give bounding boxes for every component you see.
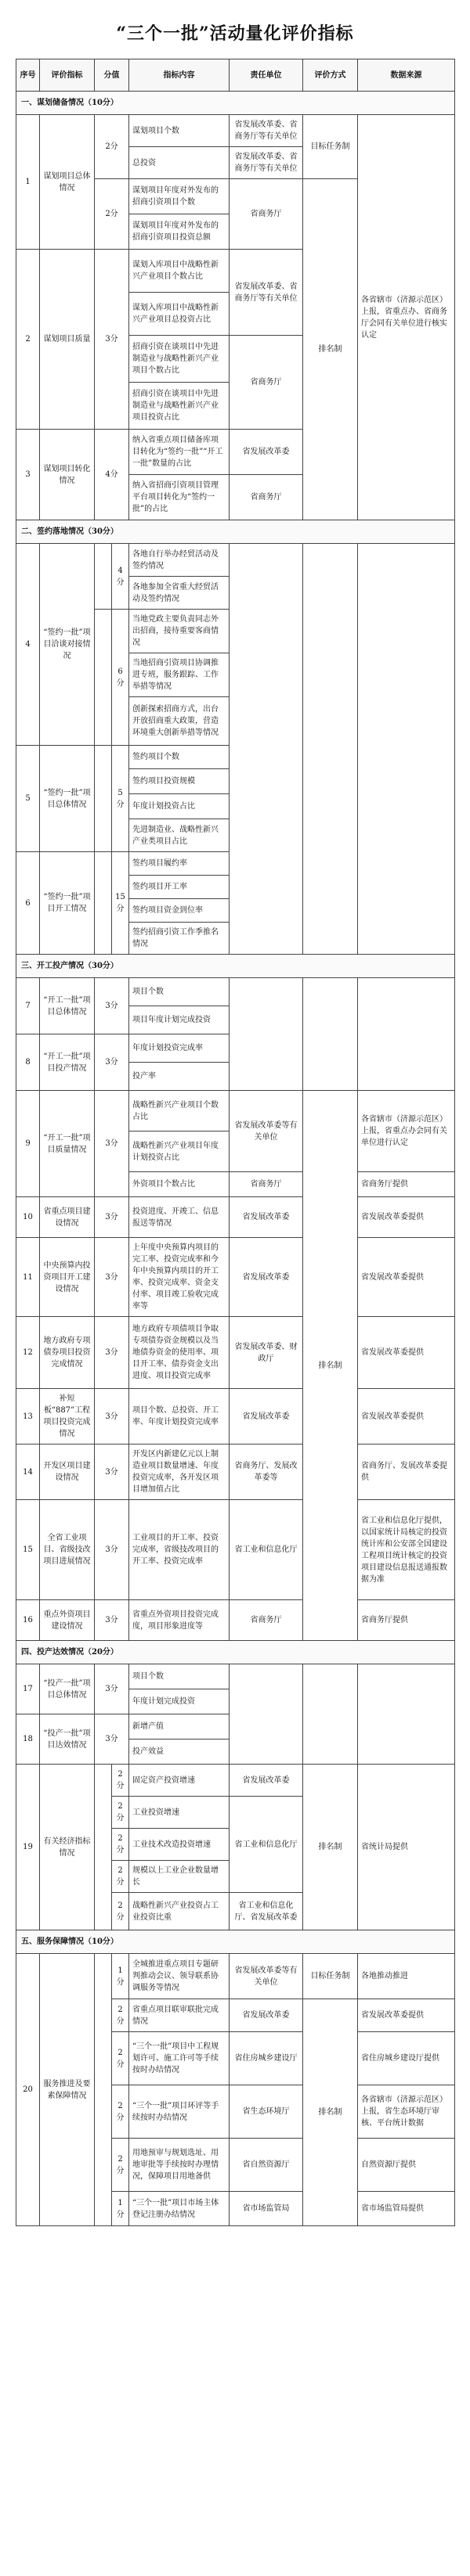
content-cell: 先进制造业、战略性新兴产业类项目占比 xyxy=(129,819,230,852)
content-cell: “三个一批”项目市场主体登记注册办结情况 xyxy=(129,2192,230,2226)
row-number: 11 xyxy=(16,1238,40,1317)
unit-cell: 省商务厅 xyxy=(230,1600,303,1641)
content-cell: 用地预审与规划选址、用地审批等手续按时办理情况，保障项目用地备供 xyxy=(129,2139,230,2192)
unit-cell: 省生态环境厅 xyxy=(230,2085,303,2139)
source-cell: 省商务厅、发展改革委提供 xyxy=(358,1445,455,1500)
table-row xyxy=(16,1238,455,1317)
content-cell: 当地招商引资项目协调推进专班，服务跟踪、工作举措等情况 xyxy=(129,653,230,697)
content-cell: 各地参加全省重大经贸活动及签约情况 xyxy=(129,577,230,610)
content-cell: 上年度中央预算内项目的完工率、投资完成率和今年中央预算内项目的开工率、投资完成率、资金支付率、项目竣工验收完成率等 xyxy=(129,1238,230,1317)
document-title: “三个一批”活动量化评价指标 xyxy=(116,23,354,44)
content-cell: 年度计划完成投资 xyxy=(129,1689,230,1714)
row-number: 1 xyxy=(16,115,40,250)
source-cell: 省发展改革委提供 xyxy=(358,1238,455,1317)
score-cell: 3分 xyxy=(95,1091,129,1197)
content-cell: 工业技术改造投资增速 xyxy=(129,1829,230,1861)
row-number: 18 xyxy=(16,1714,40,1765)
source-cell xyxy=(358,544,455,955)
source-cell: 各地推动推进 xyxy=(358,1954,455,1999)
score-spacer xyxy=(95,852,112,955)
table-row xyxy=(16,544,455,577)
unit-cell: 省发展改革委 xyxy=(230,1389,303,1445)
content-cell: 签约项目资金到位率 xyxy=(129,899,230,923)
content-cell: 外资项目个数占比 xyxy=(129,1172,230,1197)
method-cell: 排名制 xyxy=(303,1091,358,1641)
evaluation-table xyxy=(16,59,455,2226)
unit-cell: 省商务厅、发展改革委等 xyxy=(230,1445,303,1500)
unit-cell: 省市场监管局 xyxy=(230,2192,303,2226)
metric-cell: 有关经济指标情况 xyxy=(40,1765,95,1930)
score-cell: 2分 xyxy=(112,2085,129,2139)
content-cell: 开发区内新建亿元以上制造业项目数量增速、年度投资完成率，各开发区项目增加值占比 xyxy=(129,1445,230,1500)
unit-cell: 省发展改革委等有关单位 xyxy=(230,1091,303,1172)
unit-cell: 省发展改革委、省商务厅等有关单位 xyxy=(230,250,303,336)
content-cell: 工业投资增速 xyxy=(129,1797,230,1829)
metric-cell: 地方政府专项债券项目投资完成情况 xyxy=(40,1317,95,1389)
content-cell: 签约项目开工率 xyxy=(129,876,230,899)
source-cell xyxy=(358,978,455,1091)
header-method: 评价方式 xyxy=(303,59,358,92)
content-cell: 工业项目的开工率、投资完成率，省级技改项目的开工率、投资完成率 xyxy=(129,1500,230,1600)
score-cell: 3分 xyxy=(95,1500,129,1600)
content-cell: 战略性新兴产业投资占工业投资比重 xyxy=(129,1893,230,1930)
table-header-row xyxy=(16,59,455,92)
content-cell: 项目个数 xyxy=(129,1664,230,1689)
content-cell: 谋划项目年度对外发布的招商引资项目个数 xyxy=(129,179,230,214)
unit-cell: 省商务厅 xyxy=(230,1172,303,1197)
score-cell: 3分 xyxy=(95,1664,129,1714)
content-cell: 项目个数 xyxy=(129,978,230,1006)
content-cell: 签约项目履约率 xyxy=(129,852,230,876)
method-cell: 排名制 xyxy=(303,1999,358,2226)
unit-cell: 省发展改革委、省商务厅等有关单位 xyxy=(230,147,303,179)
row-number: 10 xyxy=(16,1197,40,1238)
unit-cell: 省发展改革委 xyxy=(230,430,303,475)
score-spacer xyxy=(95,544,112,610)
score-cell: 3分 xyxy=(95,1034,129,1091)
unit-cell: 省发展改革委 xyxy=(230,1999,303,2032)
unit-cell: 省工业和信息化厅 xyxy=(230,1797,303,1893)
source-cell: 各省辖市（济源示范区）上报，省重点办、省商务厅会同有关单位进行核实认定 xyxy=(358,115,455,520)
table-row xyxy=(16,1317,455,1389)
metric-cell: 开发区项目建设情况 xyxy=(40,1445,95,1500)
row-number: 13 xyxy=(16,1389,40,1445)
table-row xyxy=(16,1600,455,1641)
score-cell: 3分 xyxy=(95,1238,129,1317)
content-cell: 签约项目投资规模 xyxy=(129,769,230,794)
score-spacer xyxy=(95,746,112,852)
content-cell: 谋划项目个数 xyxy=(129,115,230,147)
table-row xyxy=(16,1091,455,1131)
source-cell: 省发展改革委提供 xyxy=(358,1197,455,1238)
metric-cell: 服务推进及要素保障情况 xyxy=(40,1954,95,2226)
section-title: 二、签约落地情况（30分） xyxy=(16,520,455,544)
source-cell xyxy=(358,1664,455,1765)
score-cell: 2分 xyxy=(112,1893,129,1930)
table-row xyxy=(16,1389,455,1445)
unit-cell: 省工业和信息化厅 xyxy=(230,1500,303,1600)
metric-cell: 谋划项目转化情况 xyxy=(40,430,95,520)
method-cell xyxy=(303,544,358,955)
content-cell: 纳入省重点项目储备库项目转化为“签约一批”“开工一批”数量的占比 xyxy=(129,430,230,475)
content-cell: “三个一批”项目中工程规划许可、施工许可等手续按时办结情况 xyxy=(129,2032,230,2085)
method-cell xyxy=(303,1664,358,1765)
metric-cell: “开工一批”项目总体情况 xyxy=(40,978,95,1034)
section-row xyxy=(16,520,455,544)
score-cell: 3分 xyxy=(95,1714,129,1765)
score-cell: 2分 xyxy=(112,2032,129,2085)
unit-cell: 省住房城乡建设厅 xyxy=(230,2032,303,2085)
section-row xyxy=(16,92,455,115)
table-row xyxy=(16,115,455,147)
metric-cell: 谋划项目总体情况 xyxy=(40,115,95,250)
content-cell: 固定资产投资增速 xyxy=(129,1765,230,1797)
unit-cell: 省发展改革委 xyxy=(230,1238,303,1317)
table-row xyxy=(16,1664,455,1689)
metric-cell: “开工一批”项目投产情况 xyxy=(40,1034,95,1091)
content-cell: 投资进度、开竣工、信息报送等情况 xyxy=(129,1197,230,1238)
content-cell: 谋划入库项目中战略性新兴产业项目总投资占比 xyxy=(129,293,230,336)
unit-cell xyxy=(230,544,303,955)
source-cell: 省发展改革委提供 xyxy=(358,1999,455,2032)
content-cell: 战略性新兴产业项目年度计划投资占比 xyxy=(129,1131,230,1172)
content-cell: 项目个数、总投资、开工率、年度计划投资完成率 xyxy=(129,1389,230,1445)
row-number: 15 xyxy=(16,1500,40,1600)
section-title: 一、谋划储备情况（10分） xyxy=(16,92,455,115)
content-cell: 签约招商引资工作季推名情况 xyxy=(129,923,230,955)
score-cell: 2分 xyxy=(112,1829,129,1861)
method-cell: 排名制 xyxy=(303,179,358,520)
score-cell: 2分 xyxy=(112,2139,129,2192)
metric-cell: “签约一批”项目总体情况 xyxy=(40,746,95,852)
score-cell: 3分 xyxy=(95,1389,129,1445)
unit-cell: 省商务厅 xyxy=(230,475,303,520)
unit-cell xyxy=(230,1664,303,1765)
content-cell: 年度计划投资完成率 xyxy=(129,1034,230,1063)
content-cell: 招商引资在谈项目中先进制造业与战略性新兴产业项目投资占比 xyxy=(129,383,230,430)
unit-cell: 省商务厅 xyxy=(230,336,303,430)
content-cell: 谋划项目年度对外发布的招商引资项目投资总额 xyxy=(129,214,230,250)
unit-cell xyxy=(230,978,303,1091)
row-number: 5 xyxy=(16,746,40,852)
unit-cell: 省发展改革委、省商务厅等有关单位 xyxy=(230,115,303,147)
source-cell: 省住房城乡建设厅提供 xyxy=(358,2032,455,2085)
metric-cell: “签约一批”项目洽谈对接情况 xyxy=(40,544,95,746)
content-cell: 省重点项目联审联批完成情况 xyxy=(129,1999,230,2032)
section-title: 四、投产达效情况（20分） xyxy=(16,1641,455,1664)
score-cell: 2分 xyxy=(112,1765,129,1797)
table-row xyxy=(16,1197,455,1238)
source-cell: 自然资源厅提供 xyxy=(358,2139,455,2192)
score-cell: 5分 xyxy=(112,746,129,852)
method-cell: 目标任务制 xyxy=(303,1954,358,1999)
method-cell: 排名制 xyxy=(303,1765,358,1930)
unit-cell: 省发展改革委 xyxy=(230,1197,303,1238)
content-cell: 战略性新兴产业项目个数占比 xyxy=(129,1091,230,1131)
score-cell: 15分 xyxy=(112,852,129,955)
score-cell: 3分 xyxy=(95,1600,129,1641)
content-cell: 项目年度计划完成投资 xyxy=(129,1006,230,1034)
score-cell: 6分 xyxy=(112,610,129,746)
content-cell: 全城推进重点项目专题研判推动会议、领导联系协调服务等情况 xyxy=(129,1954,230,1999)
metric-cell: 谋划项目质量 xyxy=(40,250,95,430)
score-cell: 3分 xyxy=(95,978,129,1034)
content-cell: 新增产值 xyxy=(129,1714,230,1740)
row-number: 9 xyxy=(16,1091,40,1197)
score-cell: 1分 xyxy=(112,2192,129,2226)
row-number: 6 xyxy=(16,852,40,955)
score-cell: 1分 xyxy=(112,1954,129,1999)
table-row xyxy=(16,978,455,1006)
score-cell: 3分 xyxy=(95,1197,129,1238)
section-row xyxy=(16,1930,455,1954)
content-cell: 当地党政主要负责同志外出招商，接待重要客商情况 xyxy=(129,610,230,653)
table-row xyxy=(16,1765,455,1797)
row-number: 17 xyxy=(16,1664,40,1714)
method-cell: 目标任务制 xyxy=(303,115,358,179)
score-cell: 2分 xyxy=(112,1999,129,2032)
metric-cell: 重点外资项目建设情况 xyxy=(40,1600,95,1641)
content-cell: 谋划入库项目中战略性新兴产业项目个数占比 xyxy=(129,250,230,293)
row-number: 3 xyxy=(16,430,40,520)
row-number: 12 xyxy=(16,1317,40,1389)
score-cell: 3分 xyxy=(95,1317,129,1389)
source-cell: 省商务厅提供 xyxy=(358,1600,455,1641)
source-cell: 各省辖市（济源示范区）上报，省生态环境厅审核、平台统计数据 xyxy=(358,2085,455,2139)
score-cell: 2分 xyxy=(95,115,129,179)
header-no: 序号 xyxy=(16,59,40,92)
table-row xyxy=(16,1445,455,1500)
header-content: 指标内容 xyxy=(129,59,230,92)
section-title: 五、服务保障情况（10分） xyxy=(16,1930,455,1954)
content-cell: 各地自行举办经贸活动及签约情况 xyxy=(129,544,230,577)
metric-cell: “投产一批”项目达效情况 xyxy=(40,1714,95,1765)
content-cell: 纳入省招商引资项目管理平台项目转化为“签约一批”的占比 xyxy=(129,475,230,520)
score-cell: 2分 xyxy=(112,1861,129,1893)
row-number: 8 xyxy=(16,1034,40,1091)
method-cell xyxy=(303,978,358,1091)
table-row xyxy=(16,1954,455,1999)
unit-cell: 省发展改革委 xyxy=(230,1765,303,1797)
row-number: 19 xyxy=(16,1765,40,1930)
content-cell: 投产效益 xyxy=(129,1740,230,1765)
row-number: 14 xyxy=(16,1445,40,1500)
source-cell: 省商务厅提供 xyxy=(358,1172,455,1197)
content-cell: 年度计划投资占比 xyxy=(129,794,230,819)
row-number: 20 xyxy=(16,1954,40,2226)
metric-cell: 补短板“887”工程项目投资完成情况 xyxy=(40,1389,95,1445)
metric-cell: 全省工业项目、省级技改项目进展情况 xyxy=(40,1500,95,1600)
score-spacer xyxy=(95,610,112,746)
unit-cell: 省发展改革委、财政厅 xyxy=(230,1317,303,1389)
header-score: 分值 xyxy=(95,59,129,92)
score-cell: 3分 xyxy=(95,250,129,430)
source-cell: 省发展改革委提供 xyxy=(358,1389,455,1445)
content-cell: 规模以上工业企业数量增长 xyxy=(129,1861,230,1893)
content-cell: 创新探索招商方式，出台开放招商重大政策，营造环境重大创新举措等情况 xyxy=(129,697,230,746)
table-row xyxy=(16,1500,455,1600)
row-number: 16 xyxy=(16,1600,40,1641)
row-number: 7 xyxy=(16,978,40,1034)
source-cell: 各省辖市（济源示范区）上报，省重点办会同有关单位进行认定 xyxy=(358,1091,455,1172)
metric-cell: “投产一批”项目总体情况 xyxy=(40,1664,95,1714)
header-metric: 评价指标 xyxy=(40,59,95,92)
unit-cell: 省商务厅 xyxy=(230,179,303,250)
row-number: 2 xyxy=(16,250,40,430)
score-cell: 2分 xyxy=(95,179,129,250)
content-cell: 地方政府专项债项目争取专项债券资金规模以及当地债券资金的使用率、项目开工率、债券资金支出进度、项目投资完成率 xyxy=(129,1317,230,1389)
score-spacer xyxy=(95,1765,112,1930)
score-spacer xyxy=(95,1954,112,2226)
content-cell: 签约项目个数 xyxy=(129,746,230,769)
unit-cell: 省自然资源厅 xyxy=(230,2139,303,2192)
unit-cell: 省发展改革委等有关单位 xyxy=(230,1954,303,1999)
score-cell: 3分 xyxy=(95,1445,129,1500)
header-source: 数据来源 xyxy=(358,59,455,92)
metric-cell: “签约一批”项目开工情况 xyxy=(40,852,95,955)
score-cell: 4分 xyxy=(95,430,129,520)
section-row xyxy=(16,1641,455,1664)
metric-cell: 中央预算内投资项目开工建设情况 xyxy=(40,1238,95,1317)
source-cell: 省市场监管局提供 xyxy=(358,2192,455,2226)
unit-cell: 省工业和信息化厅、省发展改革委 xyxy=(230,1893,303,1930)
header-unit: 责任单位 xyxy=(230,59,303,92)
section-row xyxy=(16,955,455,978)
content-cell: 总投资 xyxy=(129,147,230,179)
content-cell: 投产率 xyxy=(129,1063,230,1091)
source-cell: 省工业和信息化厅提供，以国家统计局核定的投资统计库和公安部全国建设工程项目统计核定的投资项目建设信息报送通报数据为准 xyxy=(358,1500,455,1600)
content-cell: 省重点外资项目投资完成度，项目形象进度等 xyxy=(129,1600,230,1641)
content-cell: 招商引资在谈项目中先进制造业与战略性新兴产业项目个数占比 xyxy=(129,336,230,383)
section-title: 三、开工投产情况（30分） xyxy=(16,955,455,978)
metric-cell: 省重点项目建设情况 xyxy=(40,1197,95,1238)
row-number: 4 xyxy=(16,544,40,746)
source-cell: 省统计局提供 xyxy=(358,1765,455,1930)
source-cell: 省发展改革委提供 xyxy=(358,1317,455,1389)
score-cell: 4分 xyxy=(112,544,129,610)
content-cell: “三个一批”项目环评等手续按时办结情况 xyxy=(129,2085,230,2139)
score-cell: 2分 xyxy=(112,1797,129,1829)
metric-cell: “开工一批”项目质量情况 xyxy=(40,1091,95,1197)
document-page xyxy=(16,0,454,2226)
